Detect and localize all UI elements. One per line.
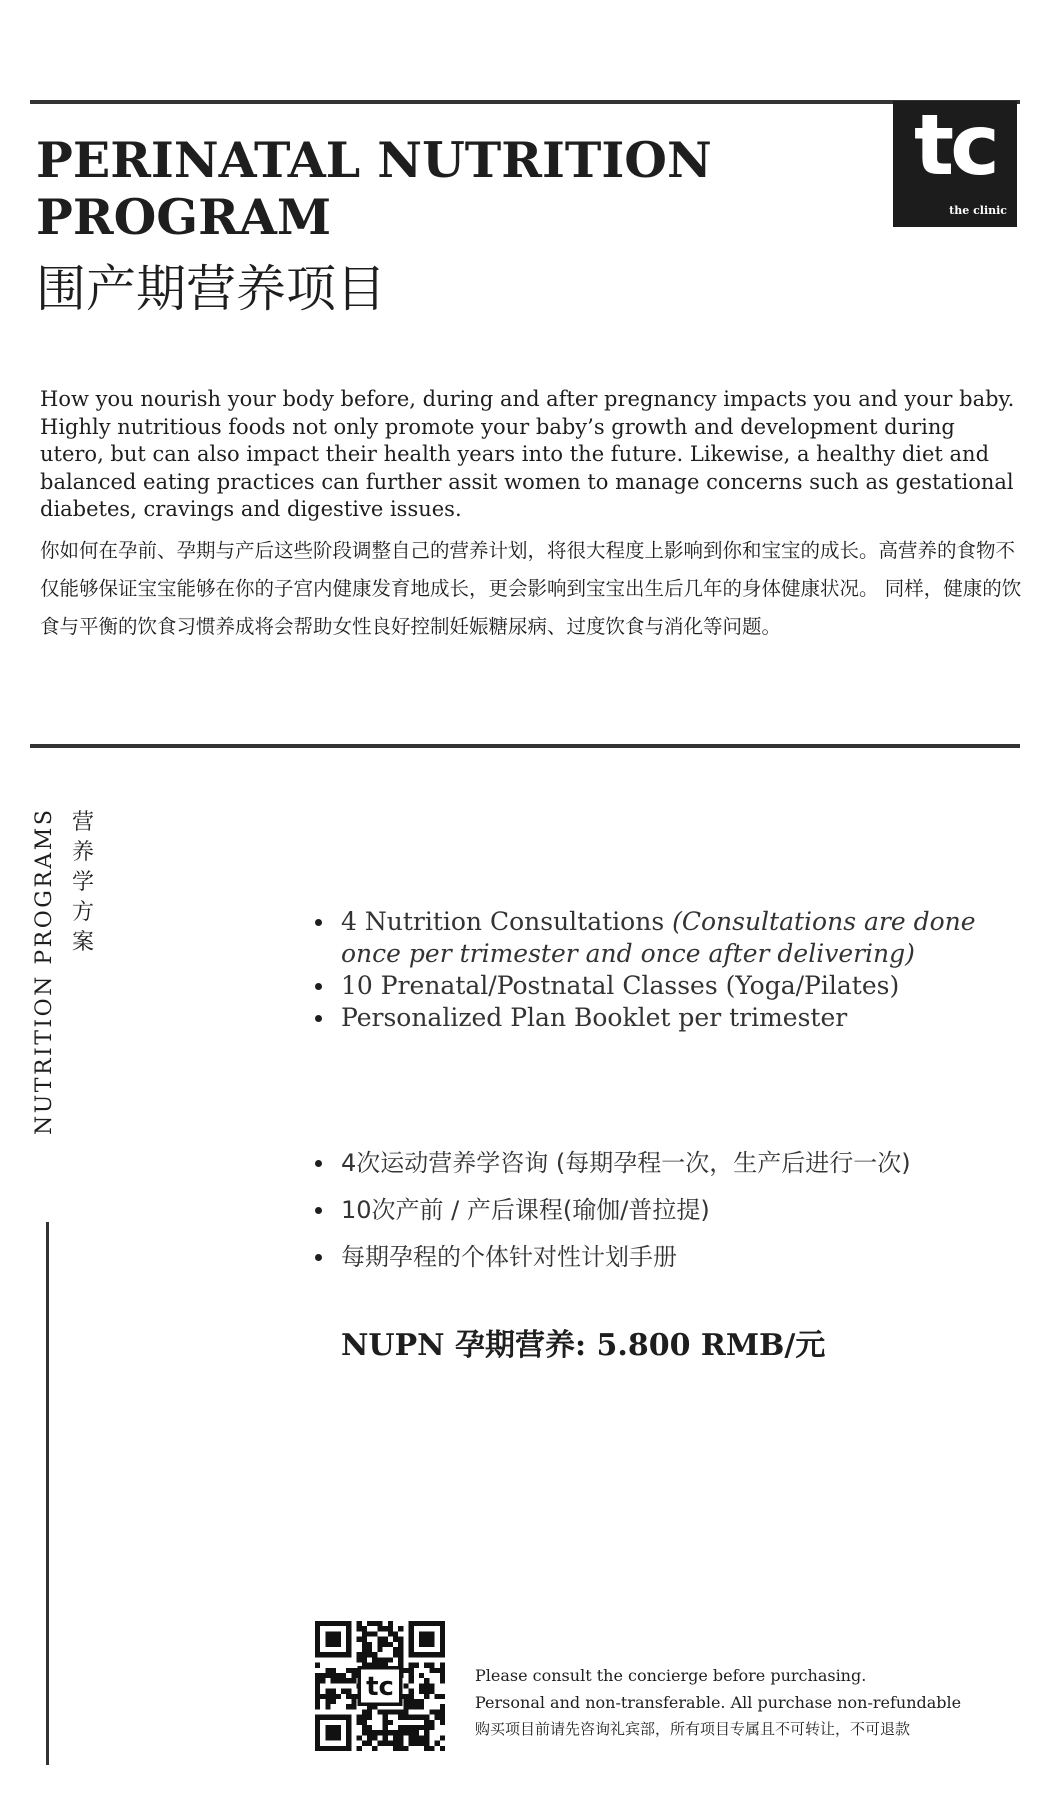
purchase-notice <box>475 1662 1035 1743</box>
benefits-list <box>311 906 1011 1034</box>
list-item: 4次运动营养学咨询 (每期孕程一次，生产后进行一次) <box>311 1140 1011 1187</box>
qr-code[interactable] <box>315 1621 445 1751</box>
benefit-text: 10 Prenatal/Postnatal Classes (Yoga/Pilates) <box>341 971 900 1000</box>
intro-paragraph-chinese: 你如何在孕前、孕期与产后这些阶段调整自己的营养计划，将很大程度上影响到你和宝宝的成长。高营养的食物不仅能够保证宝宝能够在你的子宫内健康发育地成长，更会影响到宝宝出生后几年的身体健康状况。 同样，健康的饮食与平衡的饮食习惯养成将会帮助女性良好控制妊娠糖尿病、过度饮食与消化等问题。 <box>40 539 1022 638</box>
top-divider <box>30 100 1020 104</box>
list-item <box>311 970 1011 1002</box>
list-item <box>311 1002 1011 1034</box>
section-label-vertical: NUTRITION PROGRAMS <box>32 807 57 1135</box>
brand-logo <box>893 96 1017 227</box>
benefit-text: 4 Nutrition Consultations <box>341 907 673 936</box>
list-item: 每期孕程的个体针对性计划手册 <box>311 1234 1011 1281</box>
benefit-note: (Consultations are done once per trimester and once after delivering) <box>341 907 976 968</box>
page-title-chinese: 围产期营养项目 <box>36 260 386 318</box>
notice-line: Personal and non-transferable. All purchase non-refundable <box>475 1693 962 1712</box>
intro-paragraph: How you nourish your body before, during and after pregnancy impacts you and your baby. Highly nutritious foods not only promote your baby’s growth and development during utero, but can also impact their health years into the future. Likewise, a healthy diet and balanced eating practices can further assit women to manage concerns such as gestational diabetes, cravings and digestive issues. <box>40 387 1015 521</box>
notice-line-chinese: 购买项目前请先咨询礼宾部，所有项目专属且不可转让，不可退款 <box>475 1720 911 1738</box>
logo-subtitle: the clinic <box>949 204 1007 217</box>
list-item <box>311 906 1011 970</box>
qr-center-mark: tc <box>366 1671 394 1702</box>
page-title: PERINATAL NUTRITION PROGRAM <box>36 131 712 246</box>
benefit-text: Personalized Plan Booklet per trimester <box>341 1003 848 1032</box>
program-price: NUPN 孕期营养: 5.800 RMB/元 <box>341 1328 826 1363</box>
logo-mark: tc <box>914 96 996 194</box>
section-divider <box>30 744 1020 748</box>
section-label-chinese-vertical: 营养学方案 <box>72 810 95 955</box>
notice-line: Please consult the concierge before purchasing. <box>475 1666 867 1685</box>
benefits-list-chinese <box>311 1140 1011 1281</box>
list-item: 10次产前 / 产后课程(瑜伽/普拉提) <box>311 1187 1011 1234</box>
vertical-divider <box>46 1222 49 1765</box>
